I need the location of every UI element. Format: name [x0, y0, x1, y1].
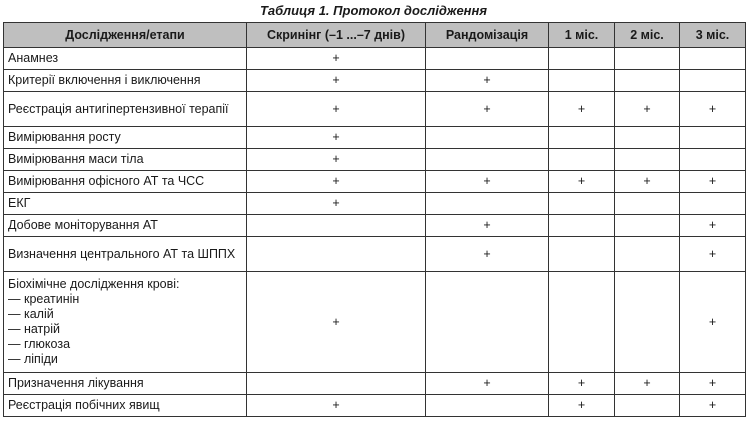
cell-mark	[680, 48, 746, 70]
header-stage: Дослідження/етапи	[4, 23, 247, 48]
cell-mark: +	[680, 215, 746, 237]
cell-mark	[549, 272, 615, 373]
table-row	[4, 215, 746, 237]
cell-mark: +	[426, 215, 549, 237]
cell-mark	[615, 70, 680, 92]
row-label: Реєстрація антигіпертензивної терапії	[4, 92, 247, 127]
cell-mark: +	[247, 70, 426, 92]
header-screening: Скринінг (–1 ...–7 днів)	[247, 23, 426, 48]
cell-mark: +	[680, 395, 746, 417]
table-row	[4, 237, 746, 272]
table-row	[4, 149, 746, 171]
cell-mark	[615, 193, 680, 215]
cell-mark: +	[680, 171, 746, 193]
cell-mark	[549, 127, 615, 149]
row-label: Біохімічне дослідження крові: — креатинін — калій — натрій — глюкоза — ліпіди	[4, 272, 247, 373]
cell-mark: +	[247, 48, 426, 70]
header-month-3: 3 міс.	[680, 23, 746, 48]
cell-mark	[615, 395, 680, 417]
row-label: ЕКГ	[4, 193, 247, 215]
cell-mark: +	[680, 92, 746, 127]
table-caption: Таблиця 1. Протокол дослідження	[259, 3, 488, 18]
table-row	[4, 48, 746, 70]
cell-mark: +	[426, 70, 549, 92]
cell-mark: +	[549, 92, 615, 127]
row-label: Реєстрація побічних явищ	[4, 395, 247, 417]
cell-mark	[247, 237, 426, 272]
cell-mark: +	[549, 171, 615, 193]
cell-mark	[549, 237, 615, 272]
row-label: Вимірювання росту	[4, 127, 247, 149]
cell-mark	[426, 272, 549, 373]
header-randomization: Рандомізація	[426, 23, 549, 48]
table-row	[4, 70, 746, 92]
row-label: Визначення центрального АТ та ШППХ	[4, 237, 247, 272]
cell-mark: +	[247, 395, 426, 417]
cell-mark: +	[247, 193, 426, 215]
cell-mark: +	[615, 373, 680, 395]
cell-mark	[680, 193, 746, 215]
cell-mark: +	[247, 171, 426, 193]
cell-mark: +	[426, 171, 549, 193]
cell-mark	[549, 149, 615, 171]
cell-mark: +	[680, 237, 746, 272]
row-label: Вимірювання офісного АТ та ЧСС	[4, 171, 247, 193]
row-label: Вимірювання маси тіла	[4, 149, 247, 171]
table-row	[4, 171, 746, 193]
cell-mark	[680, 70, 746, 92]
cell-mark: +	[549, 395, 615, 417]
cell-mark: +	[680, 272, 746, 373]
row-label: Призначення лікування	[4, 373, 247, 395]
cell-mark	[549, 215, 615, 237]
cell-mark	[615, 237, 680, 272]
cell-mark: +	[247, 272, 426, 373]
cell-mark	[247, 215, 426, 237]
table-row	[4, 395, 746, 417]
cell-mark: +	[680, 373, 746, 395]
cell-mark	[549, 70, 615, 92]
cell-mark: +	[549, 373, 615, 395]
cell-mark	[549, 48, 615, 70]
cell-mark	[426, 395, 549, 417]
cell-mark	[615, 272, 680, 373]
cell-mark: +	[426, 92, 549, 127]
table-row	[4, 127, 746, 149]
row-label: Добове моніторування АТ	[4, 215, 247, 237]
cell-mark: +	[426, 237, 549, 272]
cell-mark	[615, 127, 680, 149]
table-row	[4, 92, 746, 127]
cell-mark	[615, 48, 680, 70]
table-row	[4, 193, 746, 215]
protocol-table	[3, 22, 746, 417]
table-row	[4, 373, 746, 395]
header-row	[4, 23, 746, 48]
cell-mark: +	[247, 127, 426, 149]
row-label: Анамнез	[4, 48, 247, 70]
cell-mark: +	[426, 373, 549, 395]
cell-mark	[426, 149, 549, 171]
cell-mark	[426, 127, 549, 149]
cell-mark	[426, 193, 549, 215]
row-label: Критерії включення і виключення	[4, 70, 247, 92]
cell-mark: +	[247, 92, 426, 127]
cell-mark	[247, 373, 426, 395]
header-month-2: 2 міс.	[615, 23, 680, 48]
cell-mark: +	[247, 149, 426, 171]
cell-mark	[680, 149, 746, 171]
cell-mark: +	[615, 171, 680, 193]
cell-mark	[615, 215, 680, 237]
cell-mark	[680, 127, 746, 149]
cell-mark	[549, 193, 615, 215]
cell-mark	[426, 48, 549, 70]
header-month-1: 1 міс.	[549, 23, 615, 48]
cell-mark: +	[615, 92, 680, 127]
table-row	[4, 272, 746, 373]
cell-mark	[615, 149, 680, 171]
